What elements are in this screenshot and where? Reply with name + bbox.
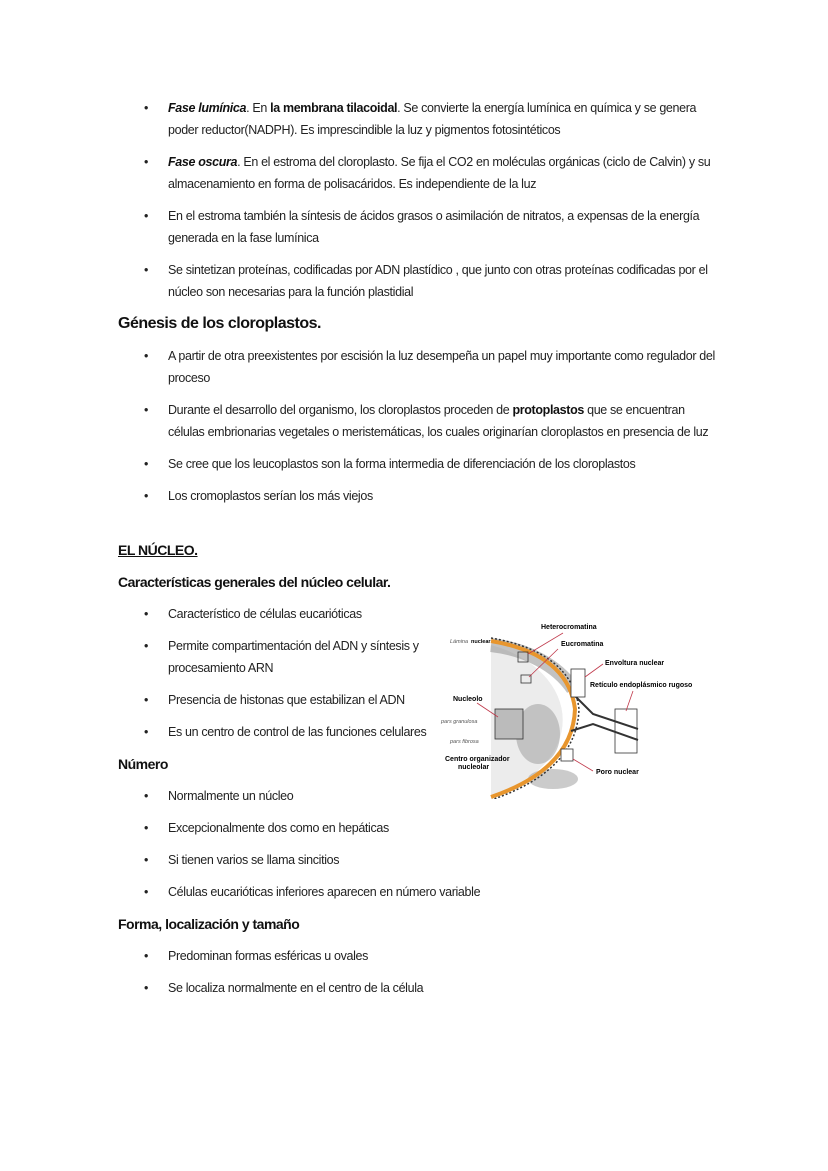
item-text: Presencia de histonas que estabilizan el ADN <box>168 693 405 707</box>
item-text: Los cromoplastos serían los más viejos <box>168 489 373 503</box>
list-item <box>118 721 430 743</box>
document-page <box>118 97 718 1009</box>
label-reticulo: Retículo endoplásmico rugoso <box>590 682 693 689</box>
list-item <box>118 849 718 871</box>
list-item <box>118 453 718 475</box>
nucleus-diagram <box>433 619 718 799</box>
bullet-icon: • <box>144 101 149 115</box>
bullet-list <box>118 345 718 507</box>
bullet-list <box>118 945 718 999</box>
item-text: Si tienen varios se llama sincitios <box>168 853 340 867</box>
bullet-icon: • <box>144 349 149 363</box>
section-heading: Número <box>118 756 168 772</box>
bullet-list <box>118 785 718 903</box>
list-item <box>118 635 430 679</box>
list-item <box>118 485 718 507</box>
emphasis-text: la membrana tilacoidal <box>270 101 398 115</box>
emphasis-text: Fase oscura <box>168 155 238 169</box>
label-eucromatina: Eucromatina <box>561 641 604 648</box>
emphasis-text: protoplastos <box>512 403 584 417</box>
bullet-icon: • <box>144 949 149 963</box>
bullet-icon: • <box>144 693 149 707</box>
list-item <box>118 881 718 903</box>
bullet-icon: • <box>144 489 149 503</box>
bullet-icon: • <box>144 209 149 223</box>
list-item <box>118 689 430 711</box>
item-text: Excepcionalmente dos como en hepáticas <box>168 821 389 835</box>
bullet-icon: • <box>144 725 149 739</box>
label-envoltura-nuclear: Envoltura nuclear <box>605 660 665 667</box>
section-heading: Forma, localización y tamaño <box>118 916 300 932</box>
bullet-icon: • <box>144 821 149 835</box>
item-text: Se localiza normalmente en el centro de la célula <box>168 981 424 995</box>
emphasis-text: Fase lumínica <box>168 101 247 115</box>
bullet-icon: • <box>144 885 149 899</box>
label-pars-fibrosa: pars fibrosa <box>450 739 479 745</box>
list-item <box>118 399 718 443</box>
bullet-icon: • <box>144 607 149 621</box>
bullet-icon: • <box>144 263 149 277</box>
bullet-icon: • <box>144 981 149 995</box>
item-text: En el estroma también la síntesis de ácidos grasos o asimilación de nitratos, a expensas de la energía generada en la fase lumínica <box>168 209 700 245</box>
item-text: Normalmente un núcleo <box>168 789 294 803</box>
bullet-icon: • <box>144 403 149 417</box>
section-heading: Génesis de los cloroplastos. <box>118 315 321 332</box>
label-nucleolar: nucleolar <box>458 764 490 771</box>
list-item <box>118 603 430 625</box>
bullet-icon: • <box>144 155 149 169</box>
list-item <box>118 817 718 839</box>
item-text: Células eucarióticas inferiores aparecen en número variable <box>168 885 481 899</box>
list-item <box>118 945 718 967</box>
item-text: Es un centro de control de las funciones celulares <box>168 725 427 739</box>
bullet-icon: • <box>144 789 149 803</box>
item-text: Se sintetizan proteínas, codificadas por ADN plastídico , que junto con otras proteínas codificadas por el núcleo son necesarias para la función plastidial <box>168 263 708 299</box>
bullet-list <box>118 97 718 303</box>
item-text: . Se convierte la energía lumínica en química y se genera poder reductor(NADPH). Es imprescindible la luz y pigmentos fotosintéticos <box>168 101 697 137</box>
label-lamina: Lámina <box>450 639 469 645</box>
item-text: Permite compartimentación del ADN y síntesis y procesamiento ARN <box>168 639 419 675</box>
item-text: que se encuentran células embrionarias vegetales o meristemáticas, los cuales originarían cloroplastos en presencia de luz <box>168 403 709 439</box>
item-text: . En el estroma del cloroplasto. Se fija el CO2 en moléculas orgánicas (ciclo de Calvin) y su almacenamiento en forma de polisacáridos. Es independiente de la luz <box>168 155 711 191</box>
bullet-icon: • <box>144 853 149 867</box>
item-text: Durante el desarrollo del organismo, los cloroplastos proceden de <box>168 403 513 417</box>
item-text: . En <box>246 101 271 115</box>
item-text: Característico de células eucarióticas <box>168 607 362 621</box>
section-heading: Características generales del núcleo celular. <box>118 574 391 590</box>
item-text: Predominan formas esféricas u ovales <box>168 949 368 963</box>
list-item <box>118 259 718 303</box>
label-poro-nuclear: Poro nuclear <box>596 769 639 776</box>
list-item <box>118 205 718 249</box>
label-heterocromatina: Heterocromatina <box>541 624 597 631</box>
list-item <box>118 977 718 999</box>
list-item <box>118 151 718 195</box>
list-item <box>118 97 718 141</box>
label-lamina-nuclear: nuclear <box>471 639 491 645</box>
section-heading: EL NÚCLEO. <box>118 542 198 558</box>
list-item <box>118 345 718 389</box>
label-pars-granulosa: pars granulosa <box>441 719 478 725</box>
label-nucleolo: Nucleolo <box>453 696 483 703</box>
label-centro-organizador: Centro organizador <box>445 756 510 763</box>
item-text: A partir de otra preexistentes por escisión la luz desempeña un papel muy importante como regulador del proceso <box>168 349 715 385</box>
bullet-icon: • <box>144 639 149 653</box>
item-text: Se cree que los leucoplastos son la forma intermedia de diferenciación de los cloroplastos <box>168 457 636 471</box>
bullet-icon: • <box>144 457 149 471</box>
